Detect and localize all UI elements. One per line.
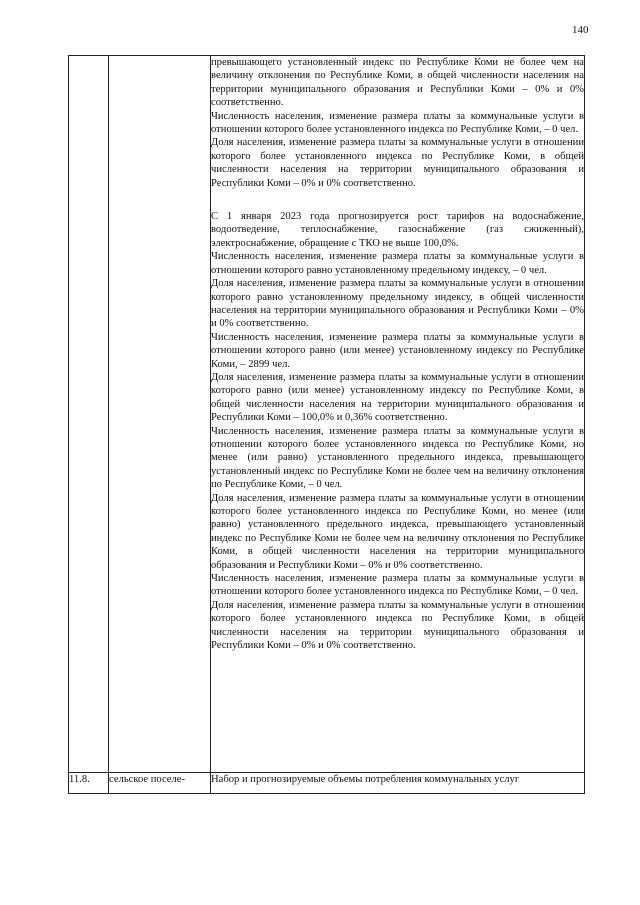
document-table	[68, 55, 585, 794]
paragraph: Доля населения, изменение размера платы за коммунальные услуги в отношении которого равно установленному предельному индексу, в общей численности населения на территории муниципального образования и Республики Коми – 0% и 0% соответственно.	[211, 278, 584, 330]
paragraph: С 1 января 2023 года прогнозируется рост тарифов на водоснабжение, водоотведение, теплоснабжение, газоснабжение (газ сжиженный), электроснабжение, обращение с ТКО не выше 100,0%.	[211, 211, 584, 249]
paragraph: Численность населения, изменение размера платы за коммунальные услуги в отношении которого более установленного индекса по Республике Коми, – 0 чел.	[211, 110, 584, 136]
page-number: 140	[572, 24, 589, 36]
cell-description: Набор и прогнозируемые объемы потребления коммунальных услуг	[211, 773, 585, 794]
cell-number-empty	[69, 56, 109, 773]
cell-name-empty	[109, 56, 211, 773]
paragraph: Доля населения, изменение размера платы за коммунальные услуги в отношении которого более установленного индекса по Республике Коми, но менее (или равно) установленного предельного индекса, превышающего установленный индекс по Республике Коми не более чем на величину отклонения по Республике Коми, в общей численности населения на территории муниципального образования и Республики Коми – 0% и 0% соответственно.	[211, 492, 584, 571]
table-row-11-8	[69, 773, 585, 794]
paragraph: Доля населения, изменение размера платы за коммунальные услуги в отношении которого более установленного индекса по Республике Коми, в общей численности населения на территории муниципального образования и Республики Коми – 0% и 0% соответственно.	[211, 137, 584, 189]
paragraph: превышающего установленный индекс по Республике Коми не более чем на величину отклонения по Республике Коми, в общей численности населения на территории муниципального образования и Республики Коми – 0% и 0% соответственно.	[211, 57, 584, 109]
paragraph: Численность населения, изменение размера платы за коммунальные услуги в отношении которого более установленного индекса по Республике Коми, но менее (или равно) установленного предельного индекса, превышающего установленный индекс по Республике Коми не более чем на величину отклонения по Республике Коми, – 0 чел.	[211, 425, 584, 491]
table-row-continued	[69, 56, 585, 773]
paragraph: Доля населения, изменение размера платы за коммунальные услуги в отношении которого равно (или менее) установленному индексу по Республике Коми, в общей численности населения на территории муниципального образования и Республики Коми – 100,0% и 0,36% соответственно.	[211, 371, 584, 424]
paragraph: Численность населения, изменение размера платы за коммунальные услуги в отношении которого более установленного индекса по Республике Коми, – 0 чел.	[211, 573, 584, 598]
cell-name: сельское поселе-	[109, 773, 211, 794]
cell-number: 11.8.	[69, 773, 109, 794]
paragraph-gap	[211, 190, 584, 210]
paragraph: Численность населения, изменение размера платы за коммунальные услуги в отношении которого равно установленному предельному индексу, – 0 чел.	[211, 251, 584, 276]
cell-description	[211, 56, 585, 773]
paragraph: Численность населения, изменение размера платы за коммунальные услуги в отношении которого равно (или менее) установленному индексу по Республике Коми, – 2899 чел.	[211, 331, 584, 370]
paragraph: Доля населения, изменение размера платы за коммунальные услуги в отношении которого более установленного индекса по Республике Коми, в общей численности населения на территории муниципального образования и Республики Коми – 0% и 0% соответственно.	[211, 599, 584, 652]
